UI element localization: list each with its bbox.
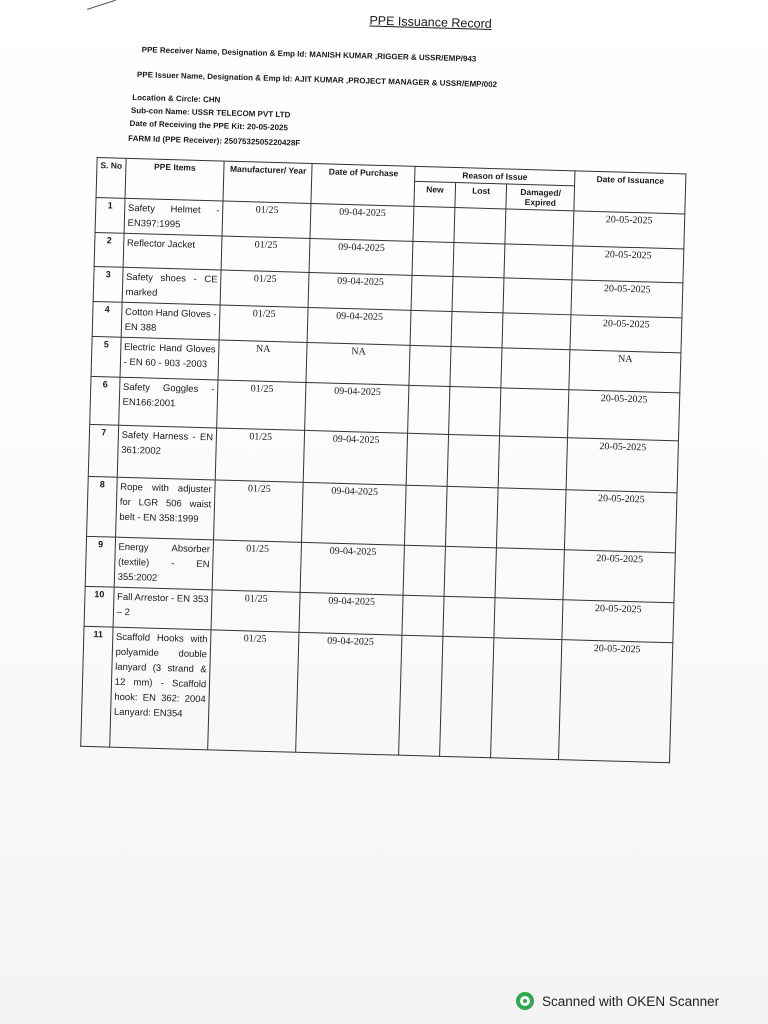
row-manufacturer: 01/25 bbox=[215, 428, 305, 482]
row-purchase: 09-04-2025 bbox=[301, 542, 405, 595]
row-damaged bbox=[500, 388, 569, 438]
row-sno: 4 bbox=[92, 301, 122, 337]
row-sno: 1 bbox=[95, 197, 125, 233]
row-manufacturer: 01/25 bbox=[212, 540, 302, 592]
row-manufacturer: 01/25 bbox=[221, 236, 310, 272]
row-damaged bbox=[491, 638, 562, 760]
row-purchase: 09-04-2025 bbox=[308, 307, 412, 345]
row-issuance: NA bbox=[569, 350, 681, 393]
received-date-line bbox=[129, 119, 287, 132]
row-issuance: 20-05-2025 bbox=[562, 600, 674, 643]
row-issuance: 20-05-2025 bbox=[573, 211, 685, 249]
row-damaged bbox=[503, 278, 572, 315]
ppe-table bbox=[80, 157, 686, 763]
row-item: Energy Absorber (textile) - EN 355:2002 bbox=[114, 537, 214, 590]
receiver-value: MANISH KUMAR ,RIGGER & USSR/EMP/943 bbox=[309, 49, 477, 64]
row-purchase: NA bbox=[306, 342, 410, 385]
issuer-label: PPE Issuer Name, Designation & Emp Id: bbox=[136, 70, 293, 84]
row-issuance: 20-05-2025 bbox=[566, 438, 678, 493]
subcon-line bbox=[131, 106, 291, 119]
row-item: Scaffold Hooks with polyamide double lanyard (3 strand & 12 mm) - Scaffold hook: EN 362: 2004 Lanyard: EN354 bbox=[109, 627, 211, 750]
header-damaged: Damaged/ Expired bbox=[506, 184, 574, 211]
table-header-row bbox=[97, 158, 686, 189]
row-sno: 6 bbox=[90, 376, 120, 425]
row-item: Safety Harness - EN 361:2002 bbox=[117, 425, 217, 480]
row-new bbox=[412, 241, 454, 276]
row-new bbox=[399, 635, 443, 756]
header-new: New bbox=[414, 181, 456, 207]
row-manufacturer: 01/25 bbox=[214, 480, 304, 542]
ppe-document bbox=[9, 0, 751, 800]
row-item: Safety shoes - CE marked bbox=[122, 267, 221, 305]
header-purchase: Date of Purchase bbox=[311, 164, 415, 207]
header-manufacturer: Manufacturer/ Year bbox=[223, 161, 312, 203]
row-purchase: 09-04-2025 bbox=[309, 272, 413, 310]
location-label: Location & Circle: bbox=[132, 92, 201, 104]
header-items: PPE Items bbox=[125, 158, 225, 201]
row-item: Cotton Hand Gloves - EN 388 bbox=[121, 302, 220, 340]
row-manufacturer: 01/25 bbox=[222, 201, 311, 238]
subcon-label: Sub-con Name: bbox=[130, 105, 190, 117]
row-damaged bbox=[505, 209, 574, 246]
row-item: Reflector Jacket bbox=[123, 233, 222, 270]
row-lost bbox=[440, 636, 495, 757]
row-lost bbox=[447, 434, 500, 487]
row-issuance: 20-05-2025 bbox=[571, 280, 683, 318]
row-item: Electric Hand Gloves - EN 60 - 903 -2003 bbox=[120, 337, 220, 380]
row-lost bbox=[443, 596, 495, 637]
row-sno: 11 bbox=[81, 626, 113, 747]
row-new bbox=[402, 595, 444, 636]
row-item: Rope with adjuster for LGR 506 waist belt - EN 358:1999 bbox=[115, 477, 215, 540]
farm-id-line bbox=[128, 134, 300, 148]
row-new bbox=[403, 545, 445, 596]
scanner-watermark bbox=[516, 990, 719, 1012]
row-sno: 8 bbox=[87, 476, 117, 537]
subcon-value: USSR TELECOM PVT LTD bbox=[191, 107, 291, 120]
row-manufacturer: 01/25 bbox=[219, 305, 308, 342]
row-manufacturer: 01/25 bbox=[220, 270, 309, 307]
row-issuance: 20-05-2025 bbox=[563, 550, 675, 603]
row-damaged bbox=[502, 313, 571, 350]
oken-scanner-logo-icon bbox=[516, 992, 534, 1010]
row-new bbox=[411, 275, 453, 311]
table-row bbox=[81, 626, 673, 762]
row-sno: 2 bbox=[94, 232, 124, 267]
row-purchase: 09-04-2025 bbox=[296, 632, 402, 755]
row-new bbox=[413, 206, 455, 242]
row-item: Safety Helmet - EN397:1995 bbox=[124, 198, 223, 236]
row-damaged bbox=[504, 244, 573, 280]
row-damaged bbox=[494, 598, 563, 640]
scanner-text: Scanned with OKEN Scanner bbox=[542, 993, 720, 1009]
row-purchase: 09-04-2025 bbox=[304, 430, 408, 485]
row-damaged bbox=[498, 436, 567, 490]
document-title: PPE Issuance Record bbox=[369, 13, 492, 31]
receiver-line bbox=[142, 45, 477, 63]
row-lost bbox=[444, 546, 497, 597]
row-manufacturer: 01/25 bbox=[217, 380, 307, 430]
row-new bbox=[410, 310, 452, 346]
row-manufacturer: 01/25 bbox=[208, 630, 300, 752]
farm-id-label: FARM Id (PPE Receiver): bbox=[128, 133, 223, 146]
row-damaged bbox=[497, 488, 566, 550]
issuer-value: AJIT KUMAR ,PROJECT MANAGER & USSR/EMP/002 bbox=[294, 74, 498, 90]
row-lost bbox=[449, 386, 502, 435]
location-value: CHN bbox=[202, 94, 221, 105]
row-sno: 7 bbox=[88, 424, 118, 477]
received-date-value: 20-05-2025 bbox=[246, 122, 288, 133]
row-lost bbox=[452, 276, 504, 312]
row-purchase: 09-04-2025 bbox=[309, 238, 413, 275]
farm-id-value: 2507532505220428F bbox=[224, 136, 301, 148]
row-manufacturer: NA bbox=[218, 340, 307, 382]
row-damaged bbox=[501, 348, 570, 390]
row-lost bbox=[453, 243, 505, 278]
row-sno: 9 bbox=[85, 536, 115, 587]
row-item: Fall Arrestor - EN 353 – 2 bbox=[113, 587, 213, 630]
header-reason: Reason of Issue bbox=[415, 166, 575, 185]
row-damaged bbox=[495, 548, 564, 600]
row-new bbox=[408, 385, 450, 434]
receiver-label: PPE Receiver Name, Designation & Emp Id: bbox=[141, 45, 308, 59]
row-issuance: 20-05-2025 bbox=[565, 490, 678, 553]
row-purchase: 09-04-2025 bbox=[299, 592, 403, 635]
issuer-line bbox=[137, 70, 497, 89]
header-lost: Lost bbox=[455, 183, 507, 209]
row-sno: 5 bbox=[91, 336, 121, 377]
row-item: Safety Goggles - EN166:2001 bbox=[118, 377, 218, 428]
row-manufacturer: 01/25 bbox=[211, 590, 300, 632]
row-issuance: 20-05-2025 bbox=[570, 315, 682, 353]
row-lost bbox=[450, 346, 502, 387]
row-issuance: 20-05-2025 bbox=[568, 390, 680, 441]
row-lost bbox=[451, 311, 503, 347]
row-issuance: 20-05-2025 bbox=[559, 640, 673, 763]
row-issuance: 20-05-2025 bbox=[572, 246, 684, 283]
row-new bbox=[406, 433, 448, 486]
row-new bbox=[409, 345, 451, 386]
row-lost bbox=[446, 486, 499, 547]
received-date-label: Date of Receiving the PPE Kit: bbox=[129, 118, 245, 132]
header-issuance: Date of Issuance bbox=[574, 171, 686, 214]
row-sno: 10 bbox=[84, 586, 114, 627]
row-purchase: 09-04-2025 bbox=[302, 482, 406, 545]
row-sno: 3 bbox=[93, 266, 123, 302]
row-purchase: 09-04-2025 bbox=[305, 382, 409, 433]
row-purchase: 09-04-2025 bbox=[310, 204, 414, 242]
header-sno: S. No bbox=[96, 158, 126, 199]
row-lost bbox=[454, 208, 506, 244]
row-new bbox=[405, 485, 448, 546]
location-line bbox=[132, 93, 220, 104]
